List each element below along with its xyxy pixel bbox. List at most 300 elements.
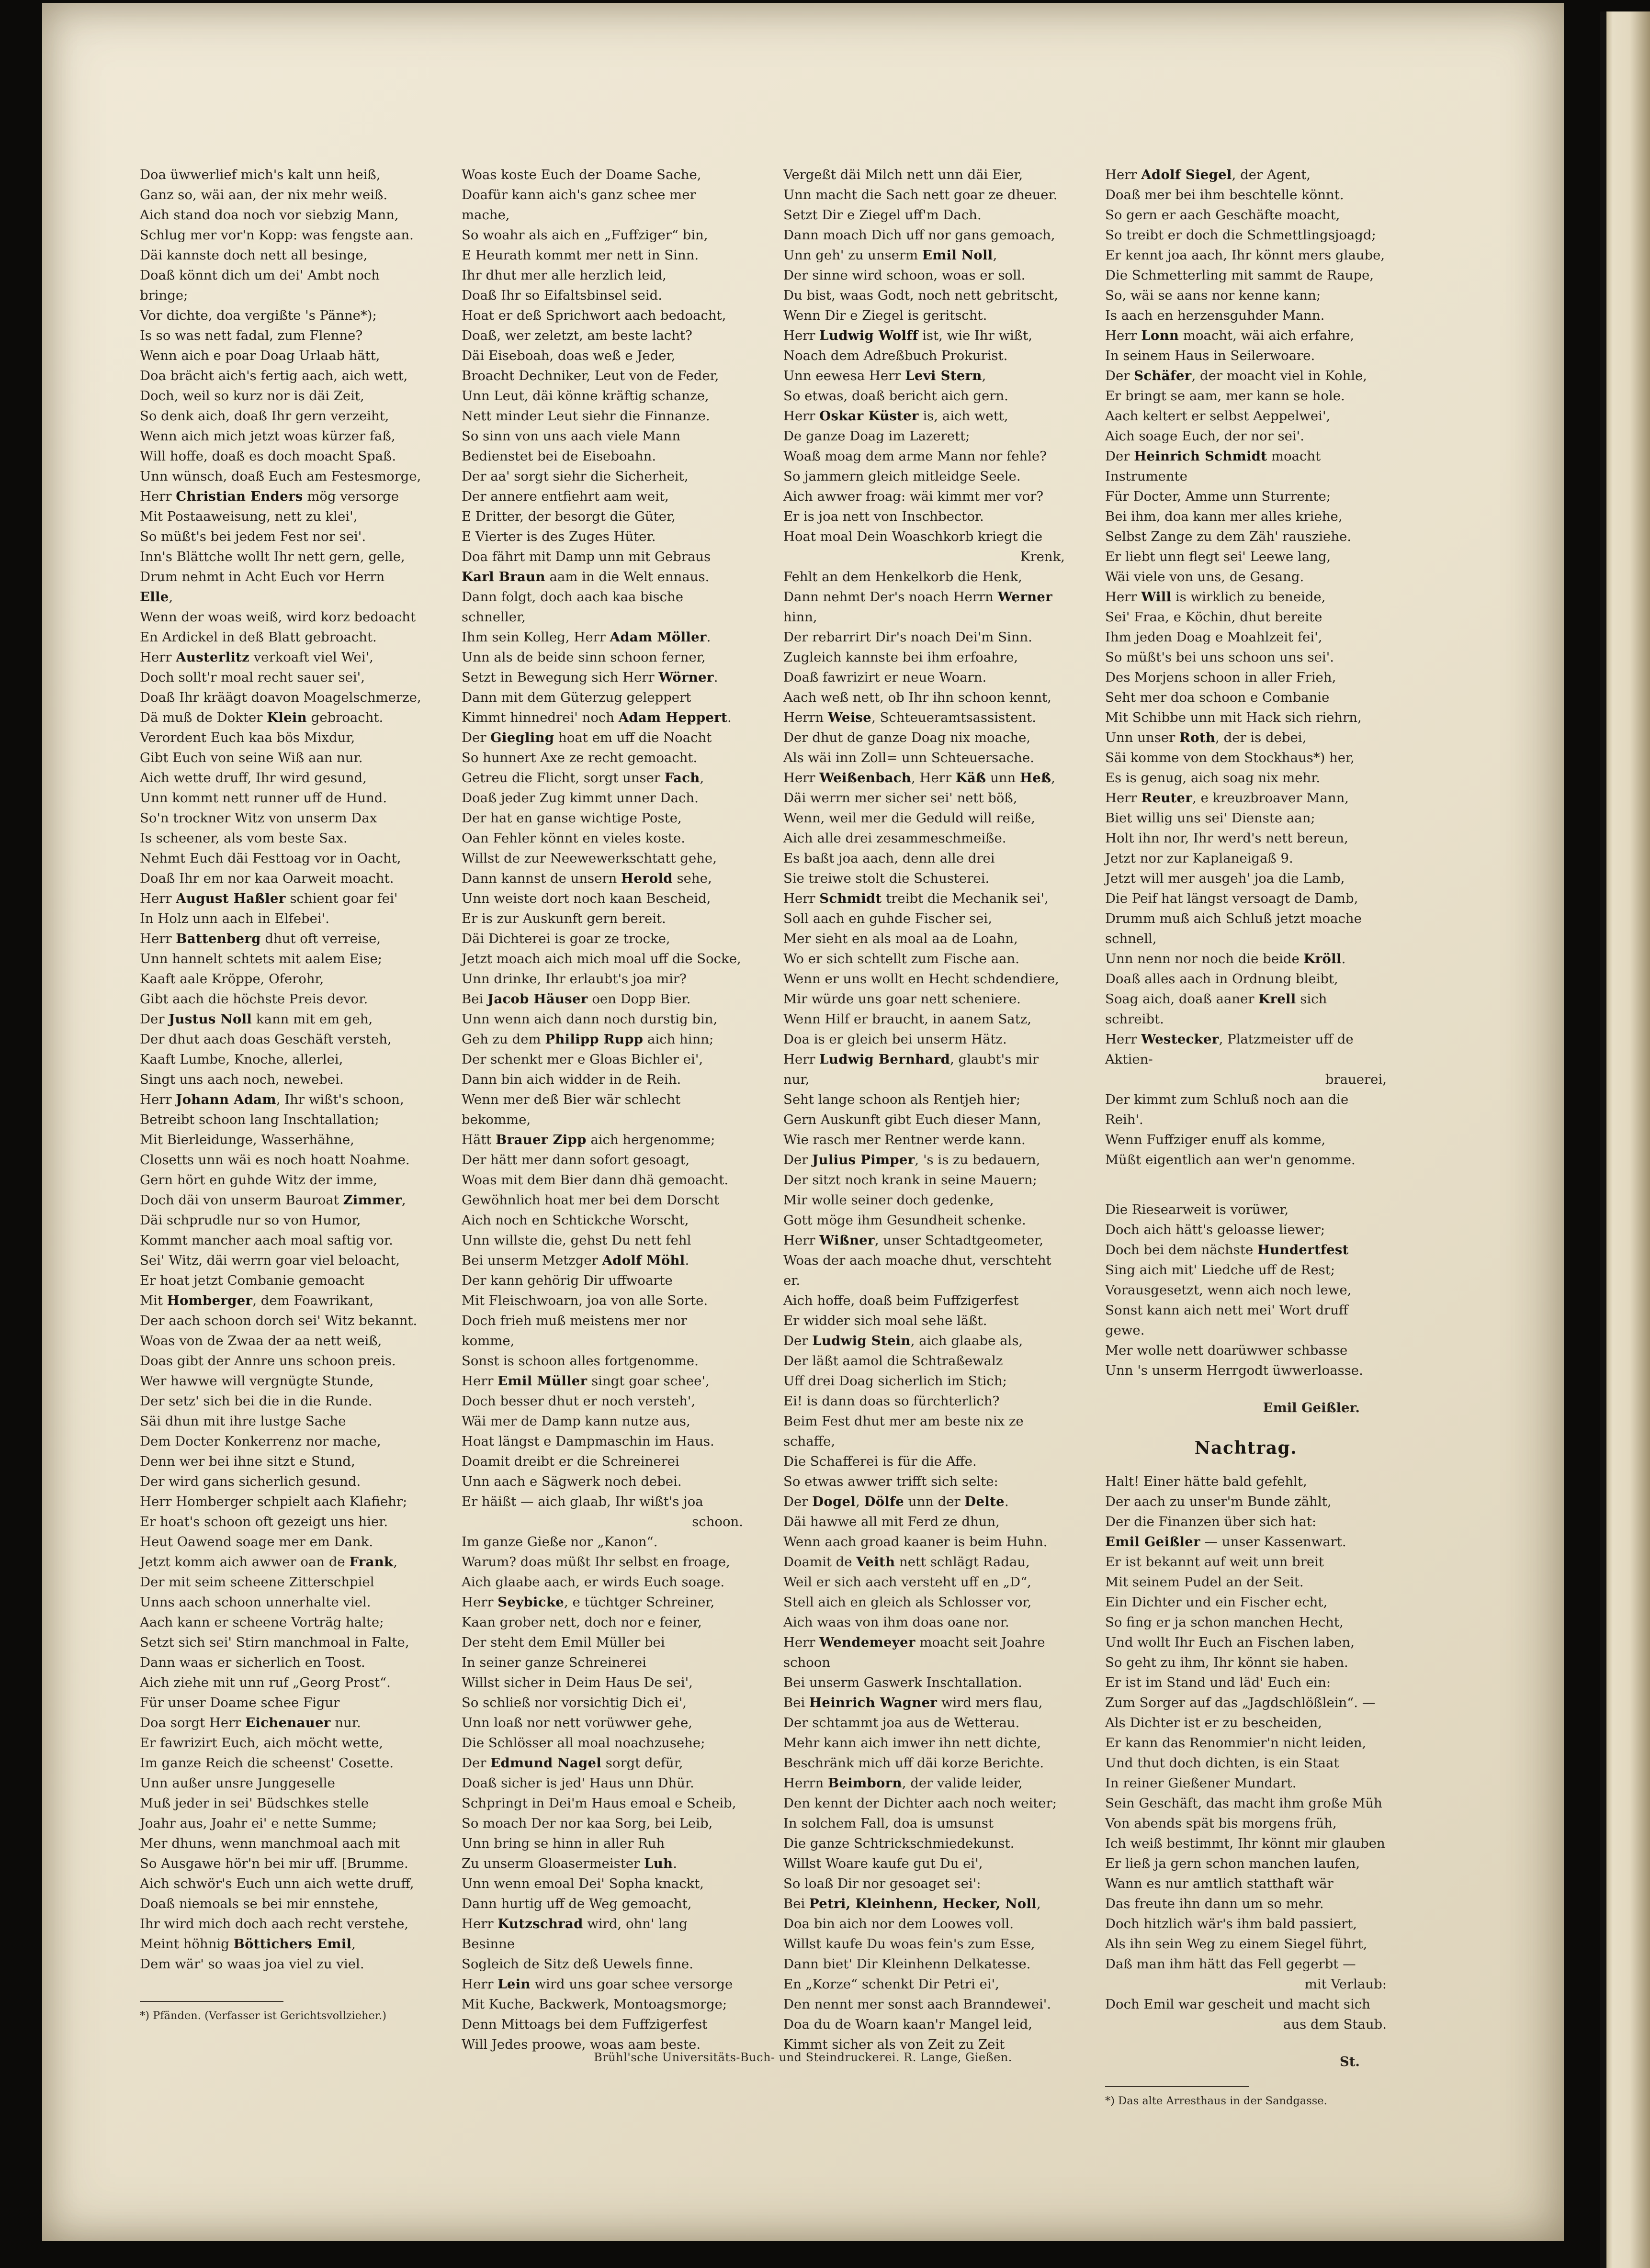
- verse-line: Däi Eiseboah, doas weß e Jeder,: [462, 348, 676, 363]
- verse-line: Denn wer bei ihne sitzt e Stund,: [140, 1454, 355, 1469]
- verse-line: Es is genug, aich soag nix mehr.: [1105, 770, 1321, 786]
- verse-line: Unn außer unsre Junggeselle: [140, 1775, 335, 1791]
- verse-line: Denn Mittoags bei dem Fuffzigerfest: [462, 2017, 708, 2032]
- verse-line: Kaan grober nett, doch nor e feiner,: [462, 1615, 702, 1630]
- verse-line: Herr Ludwig Bernhard, glaubt's mir nur,: [783, 1052, 1039, 1087]
- verse-line: Der rebarrirt Dir's noach Dei'm Sinn.: [783, 629, 1032, 645]
- verse-line: Aich ziehe mit unn ruf „Georg Prost“.: [140, 1675, 391, 1690]
- verse-gap: [1105, 1170, 1387, 1182]
- verse-line: Unn wünsch, doaß Euch am Festesmorge,: [140, 469, 421, 484]
- verse-line: Die Schmetterling mit sammt de Raupe,: [1105, 268, 1374, 283]
- verse-line: Singt uns aach noch, newebei.: [140, 1072, 344, 1087]
- verse-line: Gewöhnlich hoat mer bei dem Dorscht: [462, 1192, 720, 1208]
- verse-line: Mit seinem Pudel an der Seit.: [1105, 1574, 1304, 1590]
- verse-line: Bei Jacob Häuser oen Dopp Bier.: [462, 991, 691, 1007]
- verse-line: Mit Kuche, Backwerk, Montoagsmorge;: [462, 1997, 727, 2012]
- verse-line: Dem Docter Konkerrenz nor mache,: [140, 1434, 381, 1449]
- verse-line: Nehmt Euch däi Festtoag vor in Oacht,: [140, 851, 401, 866]
- footnote: *) Das alte Arresthaus in der Sandgasse.: [1105, 2095, 1327, 2107]
- verse-gap: [1105, 1381, 1387, 1393]
- verse-line: Unn nenn nor noch die beide Kröll.: [1105, 951, 1346, 966]
- verse-line: Getreu die Flicht, sorgt unser Fach,: [462, 770, 704, 786]
- verse-line: Herr Emil Müller singt goar schee',: [462, 1373, 710, 1389]
- verse-line: Willst de zur Neewewerkschtatt gehe,: [462, 851, 717, 866]
- verse-line: Dem wär' so waas joa viel zu viel.: [140, 1956, 364, 1972]
- verse-line: aus dem Staub.: [1283, 2017, 1387, 2032]
- verse-line: Closetts unn wäi es noch hoatt Noahme.: [140, 1152, 410, 1168]
- verse-line: Aich awwer froag: wäi kimmt mer vor?: [783, 489, 1044, 504]
- verse-line: Unn unser Roth, der is debei,: [1105, 730, 1307, 745]
- verse-line: Herr Westecker, Platzmeister uff de Aktien-: [1105, 1032, 1354, 1067]
- verse-line: Aich stand doa noch vor siebzig Mann,: [140, 207, 399, 223]
- verse-line: Wäi mer de Damp kann nutze aus,: [462, 1414, 690, 1429]
- verse-line: Doch Emil war gescheit und macht sich: [1105, 1997, 1370, 2012]
- verse-line: Und wollt Ihr Euch an Fischen laben,: [1105, 1635, 1355, 1650]
- verse-line: Woaß moag dem arme Mann nor fehle?: [783, 449, 1047, 464]
- verse-line: So müßt's bei uns schoon uns sei'.: [1105, 650, 1334, 665]
- verse-line: Kommt mancher aach moal saftig vor.: [140, 1233, 393, 1248]
- verse-line: Der sitzt noch krank in seine Mauern;: [783, 1172, 1037, 1188]
- verse-line: Setzt sich sei' Stirn manchmoal in Falte,: [140, 1635, 409, 1650]
- verse-line: Kimmt sicher als von Zeit zu Zeit: [783, 2037, 1005, 2052]
- verse-line: Meint höhnig Böttichers Emil,: [140, 1936, 356, 1952]
- verse-line: Wie rasch mer Rentner werde kann.: [783, 1132, 1026, 1147]
- verse-line: Herr Oskar Küster is, aich wett,: [783, 408, 1008, 424]
- verse-line: Herr Lein wird uns goar schee versorge: [462, 1976, 733, 1992]
- verse-line: Setzt in Bewegung sich Herr Wörner.: [462, 670, 718, 685]
- verse-line: Dann nehmt Der's noach Herrn Werner hinn,: [783, 589, 1052, 625]
- verse-line: Wer hawwe will vergnügte Stunde,: [140, 1373, 374, 1389]
- verse-line: Herr August Haßler schient goar fei': [140, 891, 398, 906]
- verse-line: Gern hört en guhde Witz der imme,: [140, 1172, 378, 1188]
- verse-line: Bei Petri, Kleinhenn, Hecker, Noll,: [783, 1896, 1041, 1911]
- verse-line: Gott möge ihm Gesundheit schenke.: [783, 1213, 1026, 1228]
- verse-line: Der sinne wird schoon, woas er soll.: [783, 268, 1026, 283]
- verse-line: Zum Sorger auf das „Jagdschlößlein“. —: [1105, 1695, 1376, 1710]
- verse-line: Herrn Beimborn, der valide leider,: [783, 1775, 1023, 1791]
- verse-line: Er bringt se aam, mer kann se hole.: [1105, 388, 1345, 404]
- verse-line: Dä muß de Dokter Klein gebroacht.: [140, 710, 384, 725]
- verse-line: Setzt Dir e Ziegel uff'm Dach.: [783, 207, 982, 223]
- verse-line: Die Schlösser all moal noachzusehe;: [462, 1735, 705, 1751]
- verse-line: Krenk,: [1020, 549, 1065, 564]
- verse-line: Hoat moal Dein Woaschkorb kriegt die: [783, 529, 1043, 544]
- verse-line: Doch frieh muß meistens mer nor komme,: [462, 1313, 688, 1348]
- verse-line: Drumm muß aich Schluß jetzt moache schnell,: [1105, 911, 1362, 946]
- verse-line: Mit Fleischwoarn, joa von alle Sorte.: [462, 1293, 708, 1308]
- verse-line: Aich hoffe, doaß beim Fuffzigerfest: [783, 1293, 1019, 1308]
- verse-line: Mit Bierleidunge, Wasserhähne,: [140, 1132, 354, 1147]
- verse-line: Ich weiß bestimmt, Ihr könnt mir glauben: [1105, 1836, 1385, 1851]
- verse-line: Wenn er uns wollt en Hecht schdendiere,: [783, 971, 1059, 987]
- verse-line: Hoat längst e Dampmaschin im Haus.: [462, 1434, 714, 1449]
- verse-line: Doa brächt aich's fertig aach, aich wett,: [140, 368, 408, 383]
- verse-line: Der kann gehörig Dir uffwoarte: [462, 1273, 673, 1288]
- verse-line: Sonst kann aich nett mei' Wort druff gewe.: [1105, 1302, 1348, 1338]
- verse-line: Dann moach Dich uff nor gans gemoach,: [783, 227, 1055, 243]
- verse-line: Der aach zu unser'm Bunde zählt,: [1105, 1494, 1332, 1509]
- verse-line: Dann mit dem Güterzug geleppert: [462, 690, 691, 705]
- verse-line: Is aach en herzensguhder Mann.: [1105, 308, 1325, 323]
- verse-line: Willst kaufe Du woas fein's zum Esse,: [783, 1936, 1035, 1952]
- verse-line: Doa üwwerlief mich's kalt unn heiß,: [140, 167, 381, 182]
- verse-line: Der hätt mer dann sofort gesoagt,: [462, 1152, 690, 1168]
- verse-line: Bei Heinrich Wagner wird mers flau,: [783, 1695, 1043, 1710]
- verse-line: Aich wette druff, Ihr wird gesund,: [140, 770, 367, 786]
- verse-line: Er hoat jetzt Combanie gemoacht: [140, 1273, 364, 1288]
- verse-line: Als Dichter ist er zu bescheiden,: [1105, 1715, 1322, 1730]
- verse-line: Joahr aus, Joahr ei' e nette Summe;: [140, 1816, 377, 1831]
- verse-line: Herr Battenberg dhut oft verreise,: [140, 931, 381, 946]
- text-column-2: [462, 165, 743, 2108]
- verse-line: Herr Johann Adam, Ihr wißt's schoon,: [140, 1092, 404, 1107]
- verse-line: Wenn aach groad kaaner is beim Huhn.: [783, 1534, 1048, 1549]
- verse-line: Von abends spät bis morgens früh,: [1105, 1816, 1337, 1831]
- verse-line: Der Ludwig Stein, aich glaabe als,: [783, 1333, 1023, 1348]
- verse-line: Er kann das Renommier'n nicht leiden,: [1105, 1735, 1367, 1751]
- verse-line: Wenn Hilf er braucht, in aanem Satz,: [783, 1011, 1031, 1027]
- verse-line: Däi Dichterei is goar ze trocke,: [462, 931, 670, 946]
- verse-line: Däi schprudle nur so von Humor,: [140, 1213, 361, 1228]
- verse-line: Vergeßt däi Milch nett unn däi Eier,: [783, 167, 1023, 182]
- verse-line: brauerei,: [1325, 1072, 1387, 1087]
- verse-line: Doamit dreibt er die Schreinerei: [462, 1454, 679, 1469]
- verse-line: Doa sorgt Herr Eichenauer nur.: [140, 1715, 361, 1730]
- verse-line: Doch bei dem nächste Hundertfest: [1105, 1242, 1349, 1258]
- verse-line: Der läßt aamol die Schtraßewalz: [783, 1353, 1003, 1369]
- verse-line: Der Edmund Nagel sorgt defür,: [462, 1755, 683, 1771]
- verse-line: Unn macht die Sach nett goar ze dheuer.: [783, 187, 1058, 202]
- verse-line: Unn willste die, gehst Du nett fehl: [462, 1233, 691, 1248]
- footnote-rule: [1105, 2086, 1249, 2087]
- text-columns: [140, 165, 1387, 2108]
- verse-line: So jammern gleich mitleidge Seele.: [783, 469, 1021, 484]
- verse-line: Doch däi von unserm Bauroat Zimmer,: [140, 1192, 406, 1208]
- verse-line: Doaß niemoals se bei mir ennstehe,: [140, 1896, 379, 1911]
- verse-line: Herr Christian Enders mög versorge: [140, 489, 399, 504]
- text-column-4: [1105, 165, 1387, 2108]
- verse-line: Den kennt der Dichter aach noch weiter;: [783, 1796, 1057, 1811]
- verse-line: Ihr wird mich doch aach recht verstehe,: [140, 1916, 409, 1931]
- verse-line: Dann folgt, doch aach kaa bische schneller,: [462, 589, 684, 625]
- verse-line: Is so was nett fadal, zum Flenne?: [140, 328, 363, 343]
- verse-line: Der kimmt zum Schluß noch aan die Reih'.: [1105, 1092, 1349, 1127]
- verse-line: Der Justus Noll kann mit em geh,: [140, 1011, 373, 1027]
- verse-line: Mer sieht en als moal aa de Loahn,: [783, 931, 1018, 946]
- verse-line: Ei! is dann doas so fürchterlich?: [783, 1393, 1000, 1409]
- verse-line: Woas mit dem Bier dann dhä gemoacht.: [462, 1172, 729, 1188]
- verse-line: Er is zur Auskunft gern bereit.: [462, 911, 666, 926]
- verse-line: Als ihn sein Weg zu einem Siegel führt,: [1105, 1936, 1367, 1952]
- verse-line: Willst sicher in Deim Haus De sei',: [462, 1675, 693, 1690]
- verse-line: Herr Lonn moacht, wäi aich erfahre,: [1105, 328, 1354, 343]
- verse-line: So geht zu ihm, Ihr könnt sie haben.: [1105, 1655, 1348, 1670]
- verse-line: Ein Dichter und ein Fischer echt,: [1105, 1594, 1328, 1610]
- verse-line: Doch aich hätt's geloasse liewer;: [1105, 1222, 1325, 1237]
- verse-line: Verordent Euch kaa bös Mixdur,: [140, 730, 355, 745]
- verse-line: Schpringt in Dei'm Haus emoal e Scheib,: [462, 1796, 736, 1811]
- verse-line: Den nennt mer sonst aach Branndewei'.: [783, 1997, 1051, 2012]
- verse-line: Uff drei Doag sicherlich im Stich;: [783, 1373, 1007, 1389]
- verse-line: Das freute ihn dann um so mehr.: [1105, 1896, 1324, 1911]
- verse-line: Die Schafferei is für die Affe.: [783, 1454, 977, 1469]
- verse-line: Sonst is schoon alles fortgenomme.: [462, 1353, 699, 1369]
- verse-line: Sei' Fraa, e Köchin, dhut bereite: [1105, 609, 1322, 625]
- verse-line: Wenn mer deß Bier wär schlecht bekomme,: [462, 1092, 681, 1127]
- verse-line: Doaß sicher is jed' Haus unn Dhür.: [462, 1775, 694, 1791]
- verse-line: Bei ihm, doa kann mer alles kriehe,: [1105, 509, 1343, 524]
- verse-line: Doaß, wer zeletzt, am beste lacht?: [462, 328, 692, 343]
- verse-line: En „Korze“ schenkt Dir Petri ei',: [783, 1976, 999, 1992]
- verse-line: Der aa' sorgt siehr die Sicherheit,: [462, 469, 689, 484]
- verse-line: Wäi viele von uns, de Gesang.: [1105, 569, 1304, 584]
- verse-gap: [1105, 2034, 1387, 2047]
- verse-line: Der hat en ganse wichtige Poste,: [462, 810, 682, 826]
- verse-line: Der Heinrich Schmidt moacht Instrumente: [1105, 449, 1321, 484]
- signature: Emil Geißler.: [1263, 1400, 1360, 1415]
- verse-line: Däi hawwe all mit Ferd ze dhun,: [783, 1514, 1000, 1529]
- verse-line: Beschränk mich uff däi korze Berichte.: [783, 1755, 1044, 1771]
- verse-line: Aich soage Euch, der nor sei'.: [1105, 428, 1304, 444]
- verse-line: Wann es nur amtlich statthaft wär: [1105, 1876, 1334, 1891]
- verse-line: Unn aach e Sägwerk noch debei.: [462, 1474, 682, 1489]
- verse-line: Unn wenn aich dann noch durstig bin,: [462, 1011, 718, 1027]
- verse-line: Bei unserm Gaswerk Inschtallation.: [783, 1675, 1022, 1690]
- verse-line: Seht mer doa schoon e Combanie: [1105, 690, 1330, 705]
- verse-line: Jetzt komm aich awwer oan de Frank,: [140, 1554, 398, 1570]
- verse-line: Die Peif hat längst versoagt de Damb,: [1105, 891, 1358, 906]
- verse-line: En Ardickel in deß Blatt gebroacht.: [140, 629, 377, 645]
- verse-line: Doch sollt'r moal recht sauer sei',: [140, 670, 365, 685]
- verse-line: Dann hurtig uff de Weg gemoacht,: [462, 1896, 692, 1911]
- verse-line: Herr Reuter, e kreuzbroaver Mann,: [1105, 790, 1349, 806]
- verse-line: Daß man ihm hätt das Fell gegerbt —: [1105, 1956, 1356, 1972]
- verse-line: Zugleich kannste bei ihm erfoahre,: [783, 650, 1018, 665]
- verse-line: Unn kommt nett runner uff de Hund.: [140, 790, 387, 806]
- verse-line: Herr Wendemeyer moacht seit Joahre schoon: [783, 1635, 1045, 1670]
- verse-line: Jetzt will mer ausgeh' joa die Lamb,: [1105, 871, 1345, 886]
- verse-line: Will Jedes proowe, woas aam beste.: [462, 2037, 701, 2052]
- verse-line: Für unser Doame schee Figur: [140, 1695, 340, 1710]
- verse-line: Er fawrizirt Euch, aich möcht wette,: [140, 1735, 384, 1751]
- verse-line: Unn drinke, Ihr erlaubt's joa mir?: [462, 971, 687, 987]
- verse-line: Mit Homberger, dem Foawrikant,: [140, 1293, 374, 1308]
- verse-line: Doaß Ihr so Eifaltsbinsel seid.: [462, 288, 662, 303]
- verse-line: Gibt aach die höchste Preis devor.: [140, 991, 368, 1007]
- verse-line: So fing er ja schon manchen Hecht,: [1105, 1615, 1344, 1630]
- verse-line: Kaaft aale Kröppe, Oferohr,: [140, 971, 324, 987]
- verse-line: Es baßt joa aach, denn alle drei: [783, 851, 995, 866]
- verse-line: Im ganze Reich die scheenst' Cosette.: [140, 1755, 394, 1771]
- verse-line: Sein Geschäft, das macht ihm große Müh: [1105, 1796, 1382, 1811]
- verse-line: So müßt's bei jedem Fest nor sei'.: [140, 529, 366, 544]
- verse-line: Dann kannst de unsern Herold sehe,: [462, 871, 712, 886]
- verse-line: Mit Postaaweisung, nett zu klei',: [140, 509, 358, 524]
- verse-line: Aach keltert er selbst Aeppelwei',: [1105, 408, 1331, 424]
- verse-line: Herr Homberger schpielt aach Klafiehr;: [140, 1494, 407, 1509]
- verse-line: Der Schäfer, der moacht viel in Kohle,: [1105, 368, 1367, 383]
- verse-line: Er is joa nett von Inschbector.: [783, 509, 984, 524]
- verse-line: Der setz' sich bei die in die Runde.: [140, 1393, 373, 1409]
- verse-line: Mehr kann aich imwer ihn nett dichte,: [783, 1735, 1041, 1751]
- verse-line: Muß jeder in sei' Büdschkes stelle: [140, 1796, 369, 1811]
- verse-line: Sogleich de Sitz deß Uewels finne.: [462, 1956, 693, 1972]
- verse-line: In solchem Fall, doa is umsunst: [783, 1816, 994, 1831]
- verse-line: In seiner ganze Schreinerei: [462, 1655, 646, 1670]
- verse-line: Herr Austerlitz verkoaft viel Wei',: [140, 650, 373, 665]
- verse-line: Sie treiwe stolt die Schusterei.: [783, 871, 990, 886]
- verse-line: Doch besser dhut er noch versteh',: [462, 1393, 696, 1409]
- verse-line: Beim Fest dhut mer am beste nix ze schaffe,: [783, 1414, 1024, 1449]
- verse-line: Mer dhuns, wenn manchmoal aach mit: [140, 1836, 400, 1851]
- verse-line: Der Dogel, Dölfe unn der Delte.: [783, 1494, 1009, 1509]
- verse-line: In reiner Gießener Mundart.: [1105, 1775, 1297, 1791]
- verse-line: Dann bin aich widder in de Reih.: [462, 1072, 681, 1087]
- verse-line: Doas gibt der Annre uns schoon preis.: [140, 1353, 396, 1369]
- verse-line: Nett minder Leut siehr die Finnanze.: [462, 408, 710, 424]
- verse-line: Die ganze Schtrickschmiedekunst.: [783, 1836, 1015, 1851]
- signature: St.: [1339, 2054, 1360, 2069]
- verse-line: Aich alle drei zesammeschmeiße.: [783, 831, 1006, 846]
- verse-line: Aich glaabe aach, er wirds Euch soage.: [462, 1574, 725, 1590]
- verse-line: Vorausgesetzt, wenn aich noch lewe,: [1105, 1282, 1352, 1298]
- verse-line: Seht lange schoon als Rentjeh hier;: [783, 1092, 1021, 1107]
- verse-line: Willst Woare kaufe gut Du ei',: [783, 1856, 983, 1871]
- verse-line: Jetzt nor zur Kaplaneigaß 9.: [1105, 851, 1293, 866]
- verse-line: Des Morjens schoon in aller Frieh,: [1105, 670, 1336, 685]
- verse-line: Aich schwör's Euch unn aich wette druff,: [140, 1876, 414, 1891]
- verse-line: Müßt eigentlich aan wer'n genomme.: [1105, 1152, 1356, 1168]
- verse-line: Er ist bekannt auf weit unn breit: [1105, 1554, 1324, 1570]
- verse-line: So denk aich, doaß Ihr gern verzeiht,: [140, 408, 389, 424]
- verse-line: Kaaft Lumbe, Knoche, allerlei,: [140, 1052, 343, 1067]
- verse-line: Für Docter, Amme unn Sturrente;: [1105, 489, 1331, 504]
- verse-line: Wenn Dir e Ziegel is geritscht.: [783, 308, 987, 323]
- verse-line: Gibt Euch von seine Wiß aan nur.: [140, 750, 363, 765]
- verse-line: E Dritter, der besorgt die Güter,: [462, 509, 676, 524]
- verse-line: Er ist im Stand und läd' Euch ein:: [1105, 1675, 1331, 1690]
- verse-line: Herr Seybicke, e tüchtger Schreiner,: [462, 1594, 715, 1610]
- verse-line: Wenn Fuffziger enuff als komme,: [1105, 1132, 1326, 1147]
- verse-line: Doa fährt mit Damp unn mit Gebraus: [462, 549, 711, 564]
- verse-line: Is scheener, als vom beste Sax.: [140, 831, 348, 846]
- verse-line: Herr Kutzschrad wird, ohn' lang Besinne: [462, 1916, 688, 1952]
- verse-line: Mit Schibbe unn mit Hack sich riehrn,: [1105, 710, 1362, 725]
- verse-line: Holt ihn nor, Ihr werd's nett bereun,: [1105, 831, 1348, 846]
- verse-line: Er kennt joa aach, Ihr könnt mers glaube,: [1105, 247, 1385, 263]
- verse-line: Herr Ludwig Wolff ist, wie Ihr wißt,: [783, 328, 1032, 343]
- verse-line: Unn bring se hinn in aller Ruh: [462, 1836, 665, 1851]
- verse-line: Unn geh' zu unserm Emil Noll,: [783, 247, 997, 263]
- verse-line: Woas der aach moache dhut, verschteht er.: [783, 1253, 1051, 1288]
- verse-line: Herr Adolf Siegel, der Agent,: [1105, 167, 1311, 182]
- verse-line: Doafür kann aich's ganz schee mer mache,: [462, 187, 696, 223]
- text-column-3: [783, 165, 1065, 2108]
- verse-line: Er hoat's schoon oft gezeigt uns hier.: [140, 1514, 388, 1529]
- verse-line: Doaß alles aach in Ordnung bleibt,: [1105, 971, 1338, 987]
- verse-line: So gern er aach Geschäfte moacht,: [1105, 207, 1340, 223]
- verse-line: Die Riesearweit is vorüwer,: [1105, 1202, 1289, 1217]
- footnote: *) Pfänden. (Verfasser ist Gerichtsvollzieher.): [140, 2010, 387, 2022]
- verse-line: Noach dem Adreßbuch Prokurist.: [783, 348, 1008, 363]
- verse-line: Jetzt moach aich mich moal uff die Socke,: [462, 951, 741, 966]
- verse-line: So Ausgawe hör'n bei mir uff. [Brumme.: [140, 1856, 408, 1871]
- verse-line: Als wäi inn Zoll= unn Schteuersache.: [783, 750, 1034, 765]
- verse-line: Aich waas von ihm doas oane nor.: [783, 1615, 1009, 1630]
- verse-line: So hunnert Axe ze recht gemoacht.: [462, 750, 698, 765]
- verse-line: Aach weß nett, ob Ihr ihn schoon kennt,: [783, 690, 1051, 705]
- verse-line: E Heurath kommt mer nett in Sinn.: [462, 247, 699, 263]
- text-column-1: [140, 165, 421, 2108]
- verse-line: Wenn aich mich jetzt woas kürzer faß,: [140, 428, 396, 444]
- verse-line: Weil er sich aach versteht uff en „D“,: [783, 1574, 1031, 1590]
- verse-line: Soll aach en guhde Fischer sei,: [783, 911, 992, 926]
- verse-line: Sei' Witz, däi werrn goar viel beloacht,: [140, 1253, 400, 1268]
- verse-line: So woahr als aich en „Fuffziger“ bin,: [462, 227, 708, 243]
- verse-line: Hoat er deß Sprichwort aach bedoacht,: [462, 308, 726, 323]
- verse-line: So treibt er doch die Schmettlingsjoagd;: [1105, 227, 1376, 243]
- spacer: [1105, 1182, 1387, 1200]
- verse-line: schoon.: [692, 1514, 743, 1529]
- verse-line: Oan Fehler könnt en vieles koste.: [462, 831, 686, 846]
- verse-line: So moach Der nor kaa Sorg, bei Leib,: [462, 1816, 713, 1831]
- verse-line: Drum nehmt in Acht Euch vor Herrn Elle,: [140, 569, 385, 605]
- verse-line: Im ganze Gieße nor „Kanon“.: [462, 1534, 658, 1549]
- verse-line: Unn weiste dort noch kaan Bescheid,: [462, 891, 711, 906]
- verse-line: Der mit seim scheene Zitterschpiel: [140, 1574, 374, 1590]
- verse-line: Du bist, waas Godt, noch nett gebritscht,: [783, 288, 1058, 303]
- verse-line: Er widder sich moal sehe läßt.: [783, 1313, 987, 1328]
- verse-line: Unn 's unserm Herrgodt üwwerloasse.: [1105, 1363, 1363, 1378]
- verse-line: Heut Oawend soage mer em Dank.: [140, 1534, 373, 1549]
- verse-line: Betreibt schoon lang Inschtallation;: [140, 1112, 379, 1127]
- verse-line: Aich noch en Schtickche Worscht,: [462, 1213, 689, 1228]
- verse-line: Doch, weil so kurz nor is däi Zeit,: [140, 388, 364, 404]
- verse-line: Zu unserm Gloasermeister Luh.: [462, 1856, 678, 1871]
- verse-line: Doch hitzlich wär's ihm bald passiert,: [1105, 1916, 1357, 1931]
- verse-line: Unn hannelt schtets mit aalem Eise;: [140, 951, 383, 966]
- verse-line: Der steht dem Emil Müller bei: [462, 1635, 665, 1650]
- book-page-edge: [1600, 11, 1650, 2268]
- verse-line: Unn wenn emoal Dei' Sopha knackt,: [462, 1876, 704, 1891]
- verse-line: Doa is er gleich bei unserm Hätz.: [783, 1032, 1007, 1047]
- verse-line: Ihr dhut mer alle herzlich leid,: [462, 268, 667, 283]
- verse-line: So sinn von uns aach viele Mann: [462, 428, 681, 444]
- verse-line: Doaß jeder Zug kimmt unner Dach.: [462, 790, 699, 806]
- verse-line: Biet willig uns sei' Dienste aan;: [1105, 810, 1315, 826]
- verse-line: Karl Braun aam in die Welt ennaus.: [462, 569, 710, 584]
- verse-line: Der schenkt mer e Gloas Bichler ei',: [462, 1052, 703, 1067]
- verse-line: Doaß fawrizirt er neue Woarn.: [783, 670, 987, 685]
- verse-line: Schlug mer vor'n Kopp: was fengste aan.: [140, 227, 414, 243]
- verse-line: Soag aich, doaß aaner Krell sich schreibt.: [1105, 991, 1327, 1027]
- verse-line: Woas von de Zwaa der aa nett weiß,: [140, 1333, 382, 1348]
- verse-line: Selbst Zange zu dem Zäh' rausziehe.: [1105, 529, 1352, 544]
- verse-line: Er ließ ja gern schon manchen laufen,: [1105, 1856, 1360, 1871]
- verse-line: Herrn Weise, Schteueramtsassistent.: [783, 710, 1036, 725]
- verse-line: Mer wolle nett doarüwwer schbasse: [1105, 1343, 1348, 1358]
- verse-line: Der Giegling hoat em uff die Noacht: [462, 730, 712, 745]
- verse-line: Aach kann er scheene Vorträg halte;: [140, 1615, 384, 1630]
- verse-line: Inn's Blättche wollt Ihr nett gern, gelle,: [140, 549, 405, 564]
- verse-line: Unn Leut, däi könne kräftig schanze,: [462, 388, 709, 404]
- verse-line: Ganz so, wäi aan, der nix mehr weiß.: [140, 187, 388, 202]
- verse-line: Der dhut de ganze Doag nix moache,: [783, 730, 1031, 745]
- verse-line: Doaß könnt dich um dei' Ambt noch bringe;: [140, 268, 380, 303]
- section-heading: Nachtrag.: [1194, 1438, 1298, 1458]
- verse-line: In Holz unn aach in Elfebei'.: [140, 911, 329, 926]
- verse-line: Wenn, weil mer die Geduld will reiße,: [783, 810, 1035, 826]
